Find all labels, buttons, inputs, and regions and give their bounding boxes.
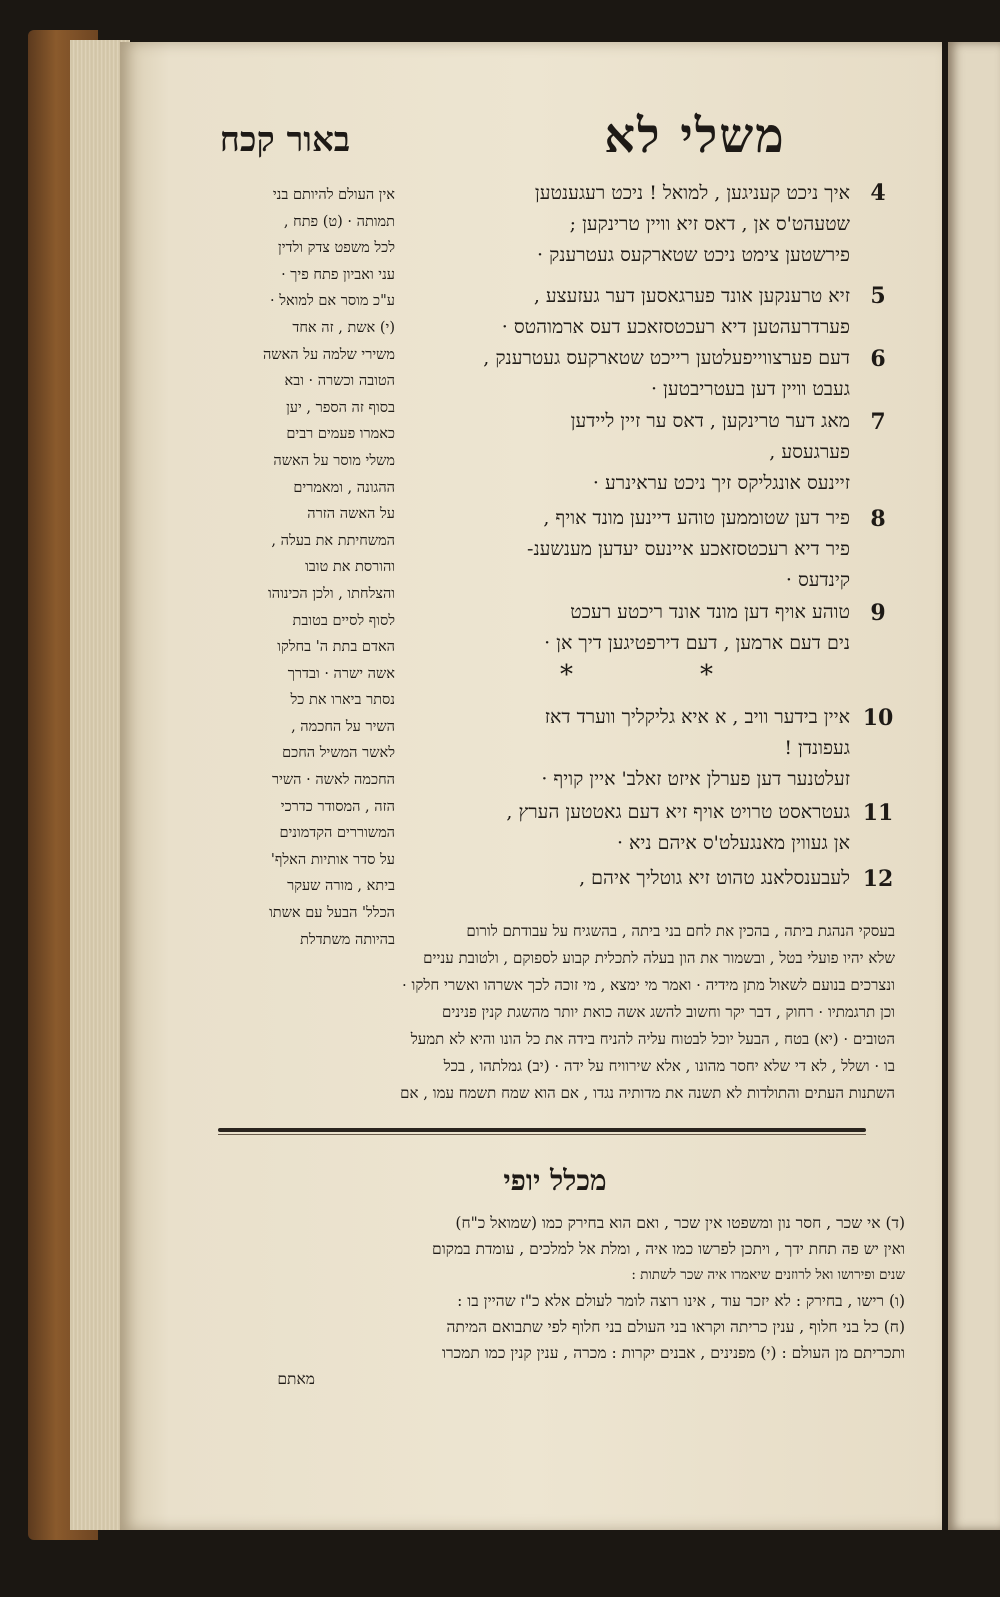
- verse-number: 9: [870, 600, 886, 626]
- note-line: (ד) אי שכר , חסר נון ומשפטו אין שכר , ואם הוא בחירק כמו (שמואל כ"ח): [455, 1214, 905, 1232]
- commentary-line: האדם בתת ה' בחלקו: [277, 639, 395, 656]
- verse-line: דעם פערצווייפעלטען רייכט שטארקעס געטרענק ,: [483, 347, 850, 369]
- commentary-line: על האשה הזרה: [307, 506, 395, 523]
- verse-line: געבט וויין דען בעטריבטען ·: [650, 378, 850, 400]
- commentary-line: על סדר אותיות האלף': [270, 851, 395, 868]
- commentary-line: ההגונה , ומאמרים: [293, 479, 395, 496]
- verse-number: 8: [870, 506, 886, 532]
- verse-line: זיא טרענקען אונד פערגאסען דער געזעצע ,: [533, 285, 850, 307]
- commentary-line: והורסת את טובו: [305, 559, 395, 576]
- verse-line: פערגעסע ,: [769, 441, 850, 463]
- note-line: ואין יש פה תחת ידך , ויתכן לפרשו כמו איה , ומלת אל למלכים , עומדת במקום: [432, 1240, 905, 1258]
- commentary-column: [205, 182, 395, 948]
- commentary-line: השיר על החכמה ,: [291, 718, 395, 735]
- verse-text: [410, 178, 850, 271]
- commentary-line: משלי מוסר על האשה: [273, 452, 395, 469]
- horizontal-rule-thin: [218, 1134, 866, 1135]
- commentary-continuation: [205, 918, 895, 1108]
- verse-line: איך ניכט קעניגען , למואל ! ניכט רעגענטען: [534, 182, 850, 204]
- commentary-line: ונצרכים בנועם לשאול מתן מידיה · ואמר מי ימצא , מי זוכה לכך אשרהו ואשרי חלקו ·: [401, 976, 895, 994]
- commentary-line: לסוף לסיים בטובת: [292, 612, 395, 629]
- section-divider-stars: [560, 660, 760, 690]
- commentary-line: עני ואביון פתח פיך ·: [281, 266, 395, 283]
- verse-line: פיר דיא רעכטסזאכע איינעס יעדען מענשענ-: [527, 538, 850, 560]
- verse-line: נים דעם ארמען , דעם דירפטיגען דיך אן ·: [544, 632, 850, 654]
- verse-number: 12: [862, 866, 894, 892]
- note-line: (ו) רישו , בחירק : לא יזכר עוד , אינו רוצה לומר לעולם אלא כ"ז שהיין בו :: [457, 1292, 905, 1310]
- commentary-line: השתנות העתים והתולדות לא תשנה את מדותיה נגדו , אם הוא שמח תשמח עמו , אם: [400, 1084, 895, 1102]
- verse-line: איין בידער וויב , א איא גליקליך ווערד דאז: [544, 706, 850, 728]
- verse-line: זיינעס אונגליקס זיך ניכט עראינרע ·: [592, 472, 850, 494]
- verse-text: [410, 406, 850, 499]
- commentary-line: לאשר המשיל החכם: [282, 745, 395, 762]
- commentary-line: הטובה וכשרה · ובא: [284, 373, 395, 390]
- horizontal-rule: [218, 1128, 866, 1132]
- commentary-line: בו · ושלל , לא די שלא יחסר מהונו , אלא שירוויח על ידה · (יב) גמלתהו , בכל: [443, 1057, 895, 1075]
- verse-number: 4: [870, 180, 886, 206]
- verse-number: 6: [870, 346, 886, 372]
- verse-line: זעלטנער דען פערלן איזט זאלב' איין קויף ·: [541, 768, 850, 790]
- star: *: [700, 660, 713, 690]
- verse-line: געפונדן !: [784, 737, 850, 759]
- verse-line: געטראסט טרויט אויף זיא דעם גאטטען הערץ ,: [506, 801, 850, 823]
- verse-text: [410, 797, 850, 859]
- commentary-line: שלא יהיו פועלי בטל , ובשמור את הון בעלה לתכלית קבוע לספוקם , ולטובת עניים: [423, 949, 895, 967]
- commentary-line: ע"כ מוסר אם למואל ·: [269, 293, 395, 310]
- commentary-line: (י) אשת , זה אחד: [292, 319, 395, 336]
- commentary-line: המשוררים הקדמונים: [279, 825, 395, 842]
- verse-text: [410, 503, 850, 596]
- commentary-line: משירי שלמה על האשה: [262, 346, 395, 363]
- commentary-line: ביתא , מורה שעקר: [287, 878, 395, 895]
- verse-number: 10: [862, 705, 894, 731]
- verse-line: שטעהט'ס אן , דאס זיא וויין טרינקען ;: [569, 213, 850, 235]
- commentary-line: והצלחתו , ולכן הכינוהו: [268, 585, 395, 602]
- commentary-line: המשחיתת את בעלה ,: [271, 532, 395, 549]
- verse-line: מאג דער טרינקען , דאס ער זיין ליידען: [570, 410, 850, 432]
- commentary-line: וכן תרגמתיו · רחוק , דבר יקר וחשוב להשג אשה כואת יותר מהשגת קנין פנינים: [441, 1003, 895, 1021]
- note-line: שנים ופירושו ואל לרוזנים שיאמרו איה שכר לשתות :: [631, 1267, 905, 1283]
- commentary-line: נסתר ביארו את כל: [290, 692, 395, 709]
- commentary-line: כאמרו פעמים רבים: [286, 426, 395, 443]
- commentary-header: באור קכח: [219, 120, 351, 160]
- verse-line: טוהע אויף דען מונד אונד ריכטע רעכט: [570, 601, 850, 623]
- note-line: (ח) כל בני חלוף , ענין כריתה וקראו בני העולם בני חלוף לפי שתבואם המיתה: [446, 1318, 905, 1336]
- verse-line: פיר דען שטוממען טוהע דיינען מונד אויף ,: [543, 507, 850, 529]
- commentary-line: הטובים · (יא) בטח , הבעל יוכל לבטוח עליה להניח בידה את כל הונו והיא לא תמעל: [410, 1030, 895, 1048]
- note-line: מאתם: [277, 1370, 315, 1388]
- verse-text: [410, 863, 850, 894]
- commentary-line: הכלל' הבעל עם אשתו: [269, 905, 395, 922]
- notes-block: [205, 1210, 905, 1395]
- verse-line: לעבענסלאנג טהוט זיא גוטליך איהם ,: [579, 867, 850, 889]
- commentary-line: לכל משפט צדק ולדין: [278, 240, 395, 257]
- star: *: [560, 660, 573, 690]
- commentary-line: בסוף זה הספר , יען: [286, 399, 395, 416]
- commentary-line: הזה , המסודר כדרכי: [280, 798, 395, 815]
- verse-text: [410, 343, 850, 405]
- verse-text: [410, 597, 850, 659]
- verse-text: [410, 702, 850, 795]
- verse-line: פערדרעהטען דיא רעכטסזאכע דעס ארמוהטס ·: [501, 316, 850, 338]
- verse-line: פירשטען צימט ניכט שטארקעס געטרענק ·: [537, 244, 850, 266]
- facing-page-edge: [948, 42, 1000, 1530]
- verse-number: 7: [870, 409, 886, 435]
- commentary-line: החכמה לאשה · השיר: [271, 772, 395, 789]
- commentary-line: אשה ישרה · ובדרך: [287, 665, 395, 682]
- commentary-line: אין העולם להיותם בני: [272, 187, 395, 203]
- commentary-line: בהיותה משתדלת: [300, 931, 395, 948]
- section-title: מכלל יופי: [503, 1164, 607, 1197]
- note-line: ותכריתם מן העולם : (י) מפנינים , אבנים יקרות : מכרה , ענין קנין כמו תמכרו: [441, 1344, 905, 1362]
- commentary-line: תמותה · (ט) פתח ,: [283, 213, 395, 230]
- verse-line: אן געווין מאנגעלט'ס איהם ניא ·: [616, 832, 850, 854]
- verse-text: [410, 281, 850, 343]
- page-title: משלי לא: [604, 108, 786, 164]
- verse-number: 11: [862, 800, 894, 826]
- verse-line: קינדעס ·: [785, 569, 850, 591]
- commentary-line: בעסקי הנהגת ביתה , בהכין את לחם בני ביתה , בהשגיח על עבודתם לורום: [466, 922, 895, 940]
- verse-number: 5: [870, 283, 886, 309]
